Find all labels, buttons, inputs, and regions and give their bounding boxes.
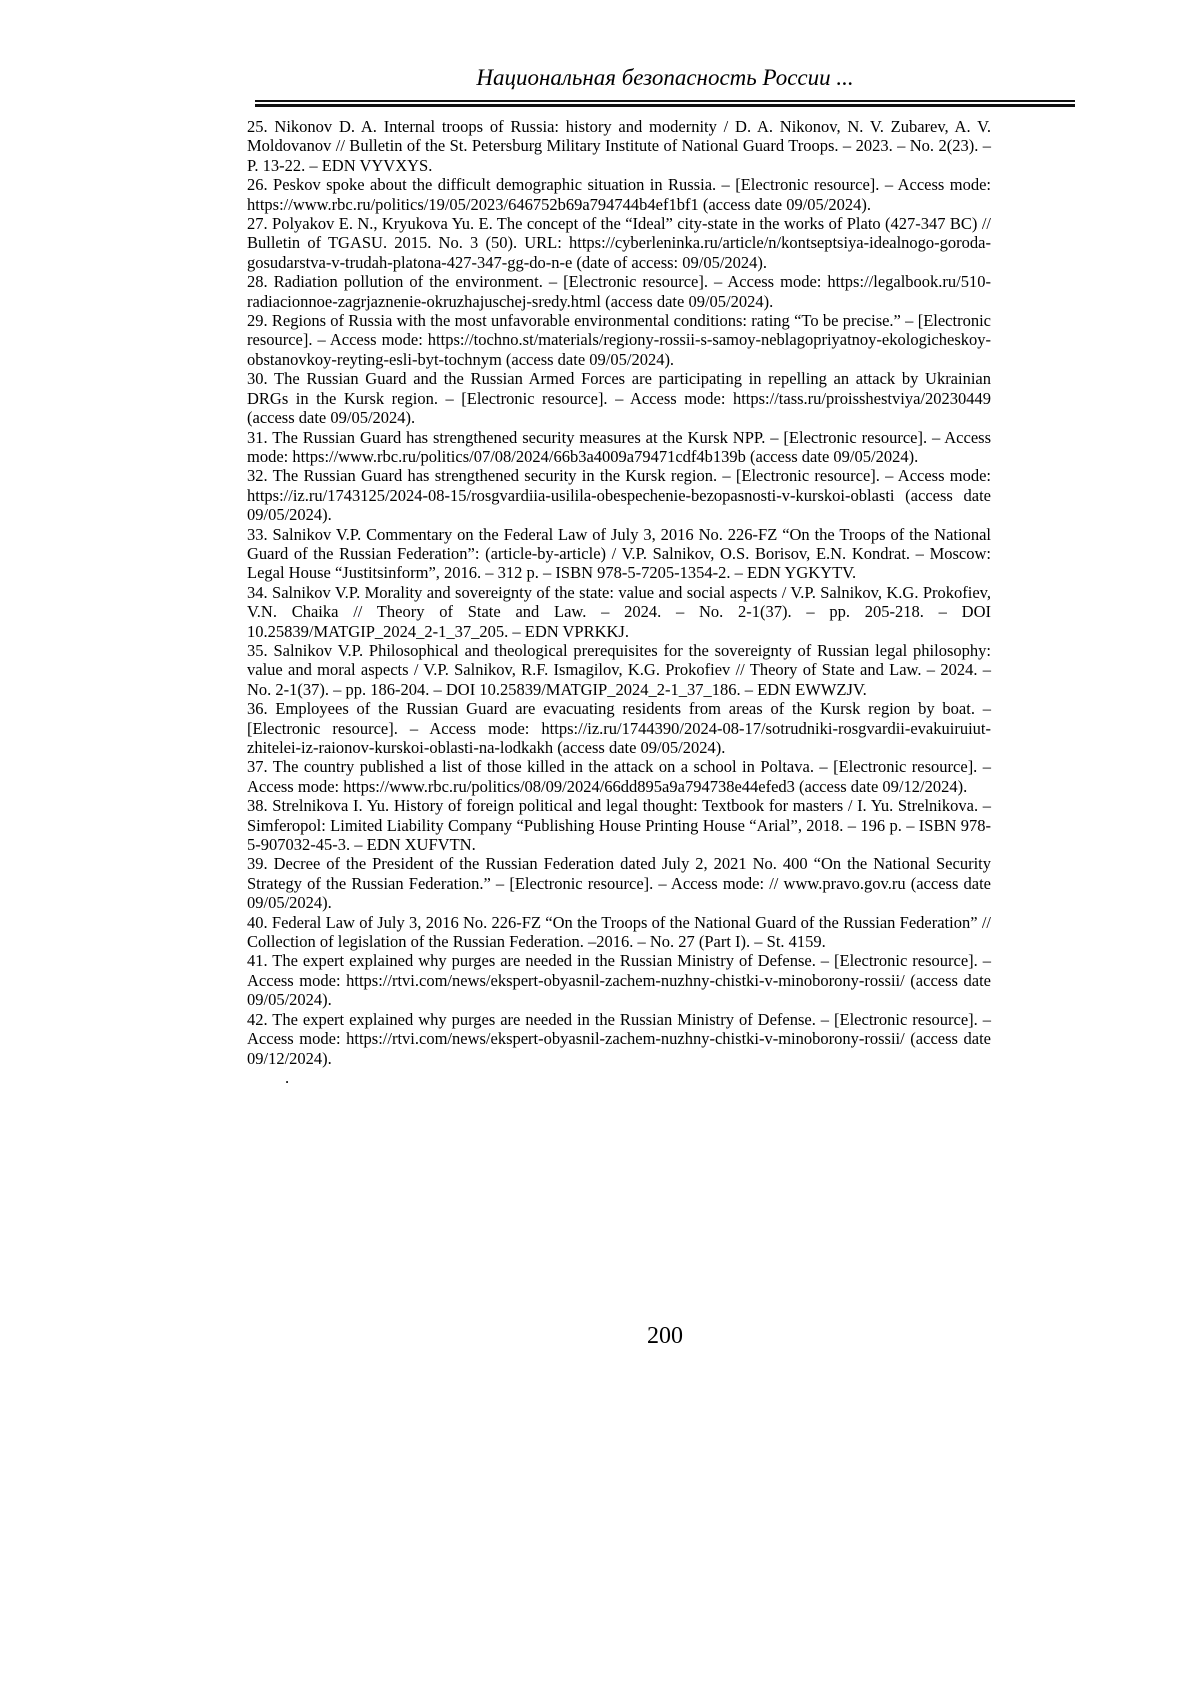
reference-list: [247, 117, 991, 1087]
reference-entry-33: 33. Salnikov V.P. Commentary on the Federal Law of July 3, 2016 No. 226-FZ “On the Troops of the National Guard of the Russian Federation”: (article-by-article) / V.P. Salnikov, O.S. Borisov, E.N. Kondrat. – Moscow: Legal House “Justitsinform”, 2016. – 312 p. – ISBN 978-5-7205-1354-2. – EDN YGKYTV.: [247, 524, 991, 583]
reference-entry-38: 38. Strelnikova I. Yu. History of foreign political and legal thought: Textbook for masters / I. Yu. Strelnikova. – Simferopol: Limited Liability Company “Publishing House Printing House “Arial”, 2018. – 196 p. – ISBN 978-5-907032-45-3. – EDN XUFVTN.: [247, 796, 991, 855]
reference-entry-28: 28. Radiation pollution of the environment. – [Electronic resource]. – Access mode: https://legalbook.ru/510-radiacionnoe-zagrjaznenie-okruzhajuschej-sredy.html (access date 09/05/2024).: [247, 272, 991, 311]
reference-entry-34: 34. Salnikov V.P. Morality and sovereignty of the state: value and social aspects / V.P. Salnikov, K.G. Prokofiev, V.N. Chaika // Theory of State and Law. – 2024. – No. 2-1(37). – pp. 205-218. – DOI 10.25839/MATGIP_2024_2-1_37_205. – EDN VPRKKJ.: [247, 582, 991, 641]
reference-entry-25: 25. Nikonov D. A. Internal troops of Russia: history and modernity / D. A. Nikonov, N. V. Zubarev, A. V. Moldovanov // Bulletin of the St. Petersburg Military Institute of National Guard Troops. – 2023. – No. 2(23). – P. 13-22. – EDN VYVXYS.: [247, 117, 991, 175]
page-number: 200: [647, 1323, 683, 1349]
header-double-rule: [255, 100, 1075, 107]
running-header-title: Национальная безопасность России ...: [476, 65, 854, 90]
reference-entry-39: 39. Decree of the President of the Russian Federation dated July 2, 2021 No. 400 “On the National Security Strategy of the Russian Federation.” – [Electronic resource]. – Access mode: // www.pravo.gov.ru (access date 09/05/2024).: [247, 854, 991, 913]
reference-entry-32: 32. The Russian Guard has strengthened security in the Kursk region. – [Electronic resource]. – Access mode: https://iz.ru/1743125/2024-08-15/rosgvardiia-usilila-obespechenie-bezopasnosti-v-kurskoi-oblasti (access date 09/05/2024).: [247, 466, 991, 525]
reference-entry-30: 30. The Russian Guard and the Russian Armed Forces are participating in repelling an attack by Ukrainian DRGs in the Kursk region. – [Electronic resource]. – Access mode: https://tass.ru/proisshestviya/20230449 (access date 09/05/2024).: [247, 369, 991, 428]
reference-entry-37: 37. The country published a list of those killed in the attack on a school in Poltava. – [Electronic resource]. – Access mode: https://www.rbc.ru/politics/08/09/2024/66dd895a9a794738e44efed3 (access date 09/12/2024).: [247, 757, 991, 796]
reference-entry-29: 29. Regions of Russia with the most unfavorable environmental conditions: rating “To be precise.” – [Electronic resource]. – Access mode: https://tochno.st/materials/regiony-rossii-s-samoy-neblagopriyatnoy-ekologicheskoy-obstanovkoy-reyting-esli-byt-tochnym (access date 09/05/2024).: [247, 311, 991, 369]
reference-entry-40: 40. Federal Law of July 3, 2016 No. 226-FZ “On the Troops of the National Guard of the Russian Federation” // Collection of legislation of the Russian Federation. –2016. – No. 27 (Part I). – St. 4159.: [247, 912, 991, 952]
reference-entry-26: 26. Peskov spoke about the difficult demographic situation in Russia. – [Electronic resource]. – Access mode: https://www.rbc.ru/politics/19/05/2023/646752b69a794744b4ef1bf1 (access date 09/05/2024).: [247, 175, 991, 214]
reference-entry-36: 36. Employees of the Russian Guard are evacuating residents from areas of the Kursk region by boat. – [Electronic resource]. – Access mode: https://iz.ru/1744390/2024-08-17/sotrudniki-rosgvardii-evakuiruiut-zhitelei-iz-raionov-kurskoi-oblasti-na-lodkakh (access date 09/05/2024).: [247, 699, 991, 757]
trailing-period-mark: .: [285, 1067, 290, 1087]
reference-entry-35: 35. Salnikov V.P. Philosophical and theological prerequisites for the sovereignty of Russian legal philosophy: value and moral aspects / V.P. Salnikov, R.F. Ismagilov, K.G. Prokofiev // Theory of State and Law. – 2024. – No. 2-1(37). – pp. 186-204. – DOI 10.25839/MATGIP_2024_2-1_37_186. – EDN EWWZJV.: [247, 640, 991, 699]
reference-entry-27: 27. Polyakov E. N., Kryukova Yu. E. The concept of the “Ideal” city-state in the works of Plato (427-347 BC) // Bulletin of TGASU. 2015. No. 3 (50). URL: https://cyberleninka.ru/article/n/kontseptsiya-idealnogo-goroda-gosudarstva-v-trudah-platona-427-347-gg-do-n-e (date of access: 09/05/2024).: [247, 214, 991, 272]
reference-entry-31: 31. The Russian Guard has strengthened security measures at the Kursk NPP. – [Electronic resource]. – Access mode: https://www.rbc.ru/politics/07/08/2024/66b3a4009a79471cdf4b139b (access date 09/05/2024).: [247, 427, 991, 466]
reference-entry-41: 41. The expert explained why purges are needed in the Russian Ministry of Defense. – [Electronic resource]. – Access mode: https://rtvi.com/news/ekspert-obyasnil-zachem-nuzhny-chistki-v-minoborony-rossii/ (access date 09/05/2024).: [247, 951, 991, 1010]
reference-entry-42: 42. The expert explained why purges are needed in the Russian Ministry of Defense. – [Electronic resource]. – Access mode: https://rtvi.com/news/ekspert-obyasnil-zachem-nuzhny-chistki-v-minoborony-rossii/ (access date 09/12/2024).: [247, 1009, 991, 1068]
